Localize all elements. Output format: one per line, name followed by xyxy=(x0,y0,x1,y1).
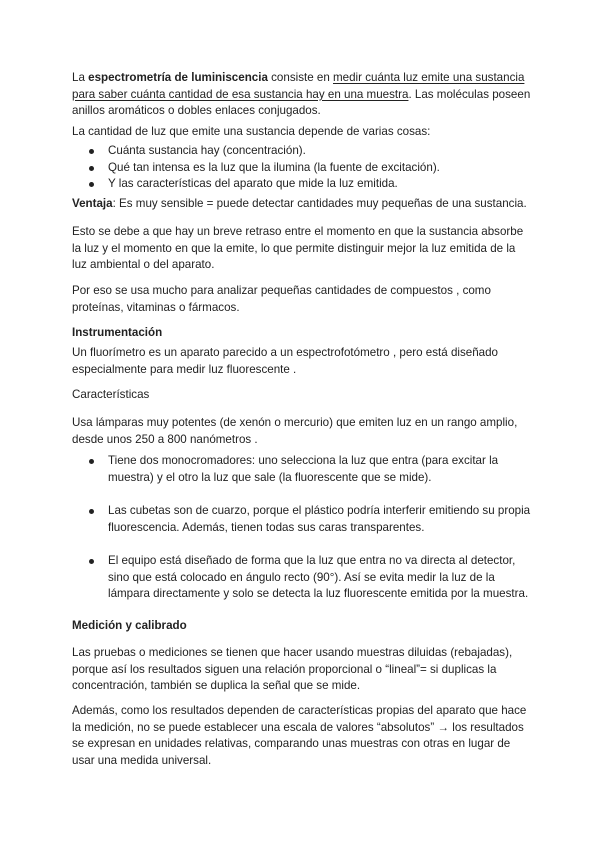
factors-intro: La cantidad de luz que emite una sustancia depende de varias cosas: xyxy=(72,125,431,138)
intro-underlined-definition: medir cuánta luz emite una sustancia para saber cuánta cantidad de esa sustancia hay en una muestra xyxy=(72,71,525,101)
uses-paragraph: Por eso se usa mucho para analizar pequeñas cantidades de compuestos , como proteínas, vitaminas o fármacos. xyxy=(72,284,491,314)
advantage-label: Ventaja xyxy=(72,197,113,210)
factors-list xyxy=(72,143,532,193)
instrumentation-paragraph: Un fluorímetro es un aparato parecido a un espectrofotómetro , pero está diseñado especialmente para medir luz fluorescente . xyxy=(72,346,499,376)
list-item: Qué tan intensa es la luz que la ilumina (la fuente de excitación). xyxy=(72,160,532,177)
advantage-paragraph: Ventaja: Es muy sensible = puede detectar cantidades muy pequeñas de una sustancia. xyxy=(72,197,527,210)
list-item: Tiene dos monocromadores: uno selecciona la luz que entra (para excitar la muestra) y el otro la luz que sale (la fluorescente que se mide). xyxy=(72,453,532,486)
list-item: Y las características del aparato que mide la luz emitida. xyxy=(72,176,532,193)
instrumentation-heading: Instrumentación xyxy=(72,326,163,339)
measurement-paragraph-2: Además, como los resultados dependen de características propias del aparato que hace la medición, no se puede establecer una escala de valores “absolutos” → los resultados se expresan en unidades relativas, comparando unas muestras con otras en lugar de usar una medida universal. xyxy=(72,704,527,767)
characteristics-heading: Características xyxy=(72,388,150,401)
measurement-heading: Medición y calibrado xyxy=(72,619,187,632)
lamps-paragraph: Usa lámparas muy potentes (de xenón o mercurio) que emiten luz en un rango amplio, desde unos 250 a 800 nanómetros . xyxy=(72,416,518,446)
delay-paragraph: Esto se debe a que hay un breve retraso entre el momento en que la sustancia absorbe la luz y el momento en que la emite, lo que permite distinguir mejor la luz emitida de la luz ambiental o del aparato. xyxy=(72,225,524,271)
list-item: Las cubetas son de cuarzo, porque el plástico podría interferir emitiendo su propia fluorescencia. Además, tienen todas sus caras transparentes. xyxy=(72,503,532,536)
list-item: El equipo está diseñado de forma que la luz que entra no va directa al detector, sino que está colocado en ángulo recto (90°). Así se evita medir la luz de la lámpara directamente y solo se detecta la luz fluorescente emitida por la muestra. xyxy=(72,553,532,603)
intro-paragraph: La espectrometría de luminiscencia consiste en medir cuánta luz emite una sustancia para saber cuánta cantidad de esa sustancia hay en una muestra. Las moléculas poseen anillos aromáticos o dobles enlaces conjugados. xyxy=(72,71,531,117)
intro-bold-term: espectrometría de luminiscencia xyxy=(88,71,268,84)
list-item: Cuánta sustancia hay (concentración). xyxy=(72,143,532,160)
characteristics-list xyxy=(72,453,532,603)
measurement-paragraph-1: Las pruebas o mediciones se tienen que hacer usando muestras diluidas (rebajadas), porque así los resultados siguen una relación proporcional o “lineal”= si duplicas la concentración, también se duplica la señal que se mide. xyxy=(72,646,513,692)
